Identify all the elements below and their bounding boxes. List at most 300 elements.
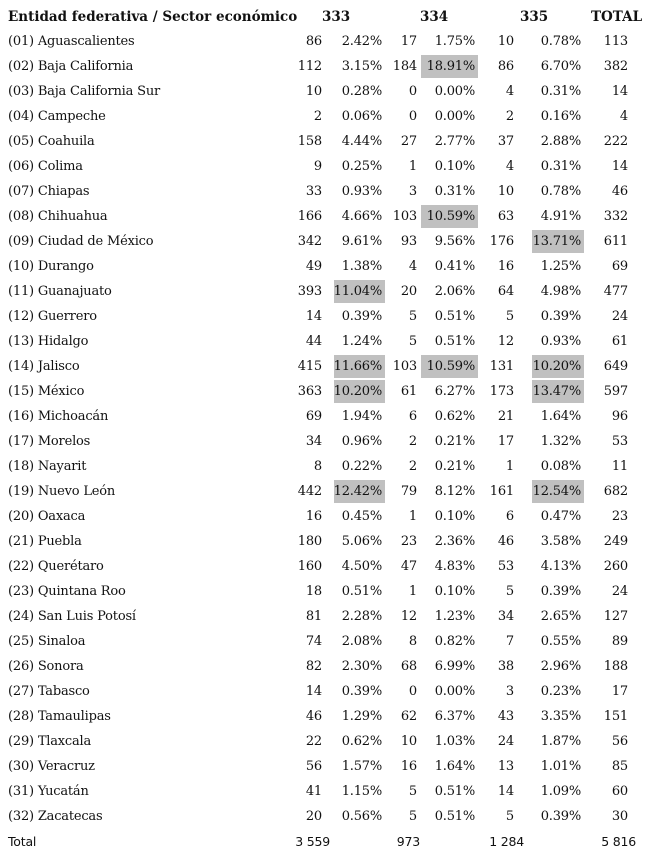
- count-333: 160: [297, 559, 322, 574]
- state-name: (03) Baja California Sur: [8, 84, 161, 99]
- pct-334-value: 18.91%: [426, 59, 475, 74]
- state-name: (30) Veracruz: [8, 759, 95, 774]
- pct-335: [532, 30, 584, 53]
- table-row: [0, 379, 648, 404]
- pct-333: [334, 580, 385, 603]
- pct-335-value: 6.70%: [540, 59, 581, 74]
- count-335: 1: [505, 459, 514, 474]
- count-334: 10: [400, 734, 417, 749]
- table-row: [0, 204, 648, 229]
- count-334: 2: [408, 434, 417, 449]
- pct-333: [334, 605, 385, 628]
- pct-333-highlighted: [334, 380, 385, 403]
- pct-334-value: 1.03%: [434, 734, 475, 749]
- count-335: 63: [497, 209, 514, 224]
- pct-334: [421, 680, 478, 703]
- table-row: [0, 304, 648, 329]
- pct-334: [421, 530, 478, 553]
- pct-333-value: 11.04%: [333, 284, 382, 299]
- pct-335-value: 0.39%: [540, 309, 581, 324]
- pct-334-value: 0.21%: [434, 459, 475, 474]
- pct-333: [334, 30, 385, 53]
- state-name: (23) Quintana Roo: [8, 584, 126, 599]
- pct-335: [532, 755, 584, 778]
- pct-335-value: 10.20%: [532, 359, 581, 374]
- table-row: [0, 329, 648, 354]
- state-name: (17) Morelos: [8, 434, 91, 449]
- count-335: 7: [505, 634, 514, 649]
- state-name: (14) Jalisco: [8, 359, 80, 374]
- row-total: 53: [611, 434, 628, 449]
- row-total: 56: [611, 734, 628, 749]
- pct-333: [334, 180, 385, 203]
- count-335: 37: [497, 134, 514, 149]
- pct-334: [421, 505, 478, 528]
- pct-334-value: 4.83%: [434, 559, 475, 574]
- pct-334: [421, 30, 478, 53]
- row-total: 17: [611, 684, 628, 699]
- pct-333-value: 1.15%: [341, 784, 382, 799]
- pct-335-value: 1.01%: [540, 759, 581, 774]
- table-row: [0, 479, 648, 504]
- pct-334-value: 8.12%: [434, 484, 475, 499]
- pct-333-highlighted: [334, 355, 385, 378]
- pct-335-value: 3.58%: [540, 534, 581, 549]
- count-333: 86: [305, 34, 322, 49]
- state-name: (01) Aguascalientes: [8, 34, 135, 49]
- pct-335-highlighted: [532, 355, 584, 378]
- table-row: [0, 154, 648, 179]
- count-333: 393: [297, 284, 322, 299]
- row-total: 89: [611, 634, 628, 649]
- header-sector-334: 334: [420, 9, 449, 25]
- count-334: 1: [408, 584, 417, 599]
- pct-333: [334, 505, 385, 528]
- pct-334-value: 0.51%: [434, 784, 475, 799]
- state-name: (32) Zacatecas: [8, 809, 103, 824]
- table-row: [0, 704, 648, 729]
- pct-334-value: 1.75%: [434, 34, 475, 49]
- state-name: (27) Tabasco: [8, 684, 90, 699]
- pct-335: [532, 130, 584, 153]
- table-row: [0, 654, 648, 679]
- count-335: 34: [497, 609, 514, 624]
- pct-335-highlighted: [532, 380, 584, 403]
- pct-335: [532, 255, 584, 278]
- pct-335: [532, 405, 584, 428]
- count-333: 34: [305, 434, 322, 449]
- pct-333: [334, 80, 385, 103]
- pct-334-value: 0.00%: [434, 84, 475, 99]
- count-334: 17: [400, 34, 417, 49]
- pct-333: [334, 680, 385, 703]
- count-333: 46: [305, 709, 322, 724]
- pct-335-highlighted: [532, 230, 584, 253]
- pct-335: [532, 730, 584, 753]
- pct-333: [334, 130, 385, 153]
- count-334: 23: [400, 534, 417, 549]
- count-333: 22: [305, 734, 322, 749]
- row-total: 127: [603, 609, 628, 624]
- row-total: 597: [603, 384, 628, 399]
- pct-333-value: 0.39%: [341, 684, 382, 699]
- count-335: 86: [497, 59, 514, 74]
- row-total: 69: [611, 259, 628, 274]
- count-334: 8: [408, 634, 417, 649]
- count-334: 0: [408, 109, 417, 124]
- pct-333-value: 1.94%: [341, 409, 382, 424]
- pct-334: [421, 655, 478, 678]
- table-row: [0, 129, 648, 154]
- state-name: (28) Tamaulipas: [8, 709, 111, 724]
- pct-333-value: 1.29%: [341, 709, 382, 724]
- row-total: 30: [611, 809, 628, 824]
- count-335: 5: [505, 584, 514, 599]
- pct-335: [532, 80, 584, 103]
- pct-334: [421, 430, 478, 453]
- row-total: 60: [611, 784, 628, 799]
- count-333: 49: [305, 259, 322, 274]
- count-333: 33: [305, 184, 322, 199]
- count-334: 68: [400, 659, 417, 674]
- count-333: 81: [305, 609, 322, 624]
- row-total: 151: [603, 709, 628, 724]
- count-334: 4: [408, 259, 417, 274]
- pct-333-value: 0.51%: [341, 584, 382, 599]
- pct-335-value: 0.78%: [540, 34, 581, 49]
- row-total: 11: [611, 459, 628, 474]
- state-name: (25) Sinaloa: [8, 634, 86, 649]
- pct-334-value: 0.21%: [434, 434, 475, 449]
- pct-335-value: 1.87%: [540, 734, 581, 749]
- pct-334-highlighted: [421, 355, 478, 378]
- pct-333-value: 0.93%: [341, 184, 382, 199]
- count-333: 112: [297, 59, 322, 74]
- count-335: 38: [497, 659, 514, 674]
- pct-335-value: 2.88%: [540, 134, 581, 149]
- pct-333-value: 0.25%: [341, 159, 382, 174]
- pct-334: [421, 255, 478, 278]
- pct-333-value: 3.15%: [341, 59, 382, 74]
- count-335: 10: [497, 34, 514, 49]
- state-name: (10) Durango: [8, 259, 94, 274]
- count-335: 64: [497, 284, 514, 299]
- pct-333: [334, 780, 385, 803]
- table-row: [0, 254, 648, 279]
- pct-333: [334, 255, 385, 278]
- row-total: 477: [603, 284, 628, 299]
- pct-333-value: 2.08%: [341, 634, 382, 649]
- pct-335: [532, 655, 584, 678]
- table-row: [0, 279, 648, 304]
- pct-333: [334, 755, 385, 778]
- count-335: 176: [489, 234, 514, 249]
- count-334: 103: [392, 359, 417, 374]
- pct-333: [334, 705, 385, 728]
- total-335: 1 284: [489, 834, 524, 849]
- pct-334: [421, 555, 478, 578]
- pct-335-value: 2.96%: [540, 659, 581, 674]
- state-name: (20) Oaxaca: [8, 509, 86, 524]
- pct-334-value: 2.06%: [434, 284, 475, 299]
- pct-333-value: 0.28%: [341, 84, 382, 99]
- pct-335: [532, 305, 584, 328]
- count-335: 3: [505, 684, 514, 699]
- pct-334-value: 0.10%: [434, 584, 475, 599]
- pct-333-value: 2.42%: [341, 34, 382, 49]
- pct-335-highlighted: [532, 480, 584, 503]
- table-row: [0, 804, 648, 829]
- pct-333-value: 1.57%: [341, 759, 382, 774]
- total-333: 3 559: [295, 834, 330, 849]
- pct-335: [532, 605, 584, 628]
- pct-334-value: 0.00%: [434, 109, 475, 124]
- count-333: 18: [305, 584, 322, 599]
- count-334: 2: [408, 459, 417, 474]
- count-334: 61: [400, 384, 417, 399]
- count-334: 1: [408, 509, 417, 524]
- pct-333-value: 11.66%: [333, 359, 382, 374]
- count-334: 27: [400, 134, 417, 149]
- pct-335-value: 0.23%: [540, 684, 581, 699]
- row-total: 332: [603, 209, 628, 224]
- pct-334-value: 2.77%: [434, 134, 475, 149]
- count-333: 415: [297, 359, 322, 374]
- pct-333: [334, 55, 385, 78]
- row-total: 14: [611, 159, 628, 174]
- count-334: 103: [392, 209, 417, 224]
- count-333: 56: [305, 759, 322, 774]
- state-name: (05) Coahuila: [8, 134, 95, 149]
- count-333: 82: [305, 659, 322, 674]
- count-335: 173: [489, 384, 514, 399]
- pct-335-value: 1.09%: [540, 784, 581, 799]
- table-row: [0, 229, 648, 254]
- state-name: (04) Campeche: [8, 109, 106, 124]
- pct-334: [421, 630, 478, 653]
- table-row: [0, 754, 648, 779]
- table-row: [0, 104, 648, 129]
- pct-335: [532, 430, 584, 453]
- count-335: 10: [497, 184, 514, 199]
- pct-333: [334, 430, 385, 453]
- count-333: 180: [297, 534, 322, 549]
- pct-335-value: 2.65%: [540, 609, 581, 624]
- count-334: 6: [408, 409, 417, 424]
- pct-333-value: 0.45%: [341, 509, 382, 524]
- count-333: 158: [297, 134, 322, 149]
- pct-334: [421, 330, 478, 353]
- row-total: 382: [603, 59, 628, 74]
- count-334: 20: [400, 284, 417, 299]
- count-334: 62: [400, 709, 417, 724]
- row-total: 96: [611, 409, 628, 424]
- pct-335: [532, 530, 584, 553]
- state-name: (31) Yucatán: [8, 784, 89, 799]
- pct-334: [421, 455, 478, 478]
- count-333: 363: [297, 384, 322, 399]
- pct-334-value: 1.64%: [434, 759, 475, 774]
- pct-335-value: 0.78%: [540, 184, 581, 199]
- pct-334-value: 10.59%: [426, 359, 475, 374]
- pct-333: [334, 205, 385, 228]
- pct-334: [421, 605, 478, 628]
- pct-334-value: 0.51%: [434, 809, 475, 824]
- table-row: [0, 404, 648, 429]
- count-335: 161: [489, 484, 514, 499]
- row-total: 61: [611, 334, 628, 349]
- pct-334: [421, 105, 478, 128]
- pct-333: [334, 105, 385, 128]
- pct-333: [334, 530, 385, 553]
- pct-334-value: 9.56%: [434, 234, 475, 249]
- state-name: (09) Ciudad de México: [8, 234, 154, 249]
- count-335: 14: [497, 784, 514, 799]
- count-335: 12: [497, 334, 514, 349]
- row-total: 222: [603, 134, 628, 149]
- pct-333: [334, 155, 385, 178]
- row-total: 188: [603, 659, 628, 674]
- table-row: [0, 529, 648, 554]
- pct-335-value: 1.64%: [540, 409, 581, 424]
- count-335: 2: [505, 109, 514, 124]
- pct-335-value: 0.08%: [540, 459, 581, 474]
- pct-335: [532, 455, 584, 478]
- count-335: 5: [505, 309, 514, 324]
- pct-335: [532, 55, 584, 78]
- pct-334-value: 0.10%: [434, 509, 475, 524]
- table-row: [0, 679, 648, 704]
- pct-333-value: 0.96%: [341, 434, 382, 449]
- pct-333-value: 12.42%: [333, 484, 382, 499]
- pct-334-value: 2.36%: [434, 534, 475, 549]
- pct-334-value: 6.99%: [434, 659, 475, 674]
- pct-335-value: 4.91%: [540, 209, 581, 224]
- pct-333-highlighted: [334, 480, 385, 503]
- pct-334: [421, 580, 478, 603]
- pct-335: [532, 180, 584, 203]
- state-name: (24) San Luis Potosí: [8, 609, 136, 624]
- pct-335-value: 1.25%: [540, 259, 581, 274]
- table-row: [0, 354, 648, 379]
- table-row: [0, 554, 648, 579]
- pct-333-value: 0.62%: [341, 734, 382, 749]
- count-334: 184: [392, 59, 417, 74]
- count-334: 0: [408, 84, 417, 99]
- pct-335-value: 1.32%: [540, 434, 581, 449]
- header-total: TOTAL: [591, 9, 643, 25]
- pct-335-value: 4.13%: [540, 559, 581, 574]
- pct-333-value: 0.06%: [341, 109, 382, 124]
- count-333: 41: [305, 784, 322, 799]
- pct-335-value: 0.39%: [540, 584, 581, 599]
- pct-333: [334, 305, 385, 328]
- pct-335-value: 13.71%: [532, 234, 581, 249]
- pct-333-value: 1.24%: [341, 334, 382, 349]
- table-row: [0, 629, 648, 654]
- count-334: 5: [408, 334, 417, 349]
- pct-335: [532, 280, 584, 303]
- pct-335-value: 13.47%: [532, 384, 581, 399]
- count-334: 93: [400, 234, 417, 249]
- count-335: 53: [497, 559, 514, 574]
- state-name: (29) Tlaxcala: [8, 734, 92, 749]
- pct-334-value: 0.51%: [434, 309, 475, 324]
- pct-334: [421, 280, 478, 303]
- count-333: 74: [305, 634, 322, 649]
- pct-333-value: 4.50%: [341, 559, 382, 574]
- row-total: 24: [611, 309, 628, 324]
- pct-334: [421, 730, 478, 753]
- row-total: 14: [611, 84, 628, 99]
- pct-333-value: 0.22%: [341, 459, 382, 474]
- table-row: [0, 29, 648, 54]
- table-row: [0, 604, 648, 629]
- state-name: (06) Colima: [8, 159, 83, 174]
- pct-334: [421, 705, 478, 728]
- count-334: 5: [408, 309, 417, 324]
- pct-335-value: 0.16%: [540, 109, 581, 124]
- pct-333: [334, 405, 385, 428]
- pct-334-value: 10.59%: [426, 209, 475, 224]
- pct-334-value: 6.37%: [434, 709, 475, 724]
- pct-333: [334, 330, 385, 353]
- count-334: 47: [400, 559, 417, 574]
- pct-335: [532, 330, 584, 353]
- pct-335-value: 0.31%: [540, 84, 581, 99]
- pct-335: [532, 630, 584, 653]
- pct-335: [532, 805, 584, 828]
- state-name: (15) México: [8, 384, 85, 399]
- row-total: 113: [603, 34, 628, 49]
- state-name: (22) Querétaro: [8, 559, 104, 574]
- row-total: 85: [611, 759, 628, 774]
- table-row: [0, 579, 648, 604]
- state-name: (07) Chiapas: [8, 184, 90, 199]
- pct-334: [421, 405, 478, 428]
- count-333: 44: [305, 334, 322, 349]
- pct-333-value: 0.39%: [341, 309, 382, 324]
- count-333: 442: [297, 484, 322, 499]
- pct-335: [532, 780, 584, 803]
- pct-334: [421, 780, 478, 803]
- pct-334: [421, 380, 478, 403]
- count-334: 5: [408, 784, 417, 799]
- table-row: [0, 79, 648, 104]
- state-name: (26) Sonora: [8, 659, 84, 674]
- row-total: 23: [611, 509, 628, 524]
- row-total: 682: [603, 484, 628, 499]
- pct-334: [421, 80, 478, 103]
- state-name: (19) Nuevo León: [8, 484, 116, 499]
- count-334: 79: [400, 484, 417, 499]
- pct-333: [334, 455, 385, 478]
- count-335: 131: [489, 359, 514, 374]
- pct-334-value: 0.82%: [434, 634, 475, 649]
- pct-335-value: 0.39%: [540, 809, 581, 824]
- count-335: 21: [497, 409, 514, 424]
- state-name: (08) Chihuahua: [8, 209, 108, 224]
- count-333: 10: [305, 84, 322, 99]
- count-335: 17: [497, 434, 514, 449]
- pct-335: [532, 155, 584, 178]
- pct-334: [421, 305, 478, 328]
- header-entity: Entidad federativa / Sector económico: [8, 9, 298, 25]
- count-335: 43: [497, 709, 514, 724]
- count-333: 166: [297, 209, 322, 224]
- count-333: 9: [313, 159, 322, 174]
- state-name: (21) Puebla: [8, 534, 82, 549]
